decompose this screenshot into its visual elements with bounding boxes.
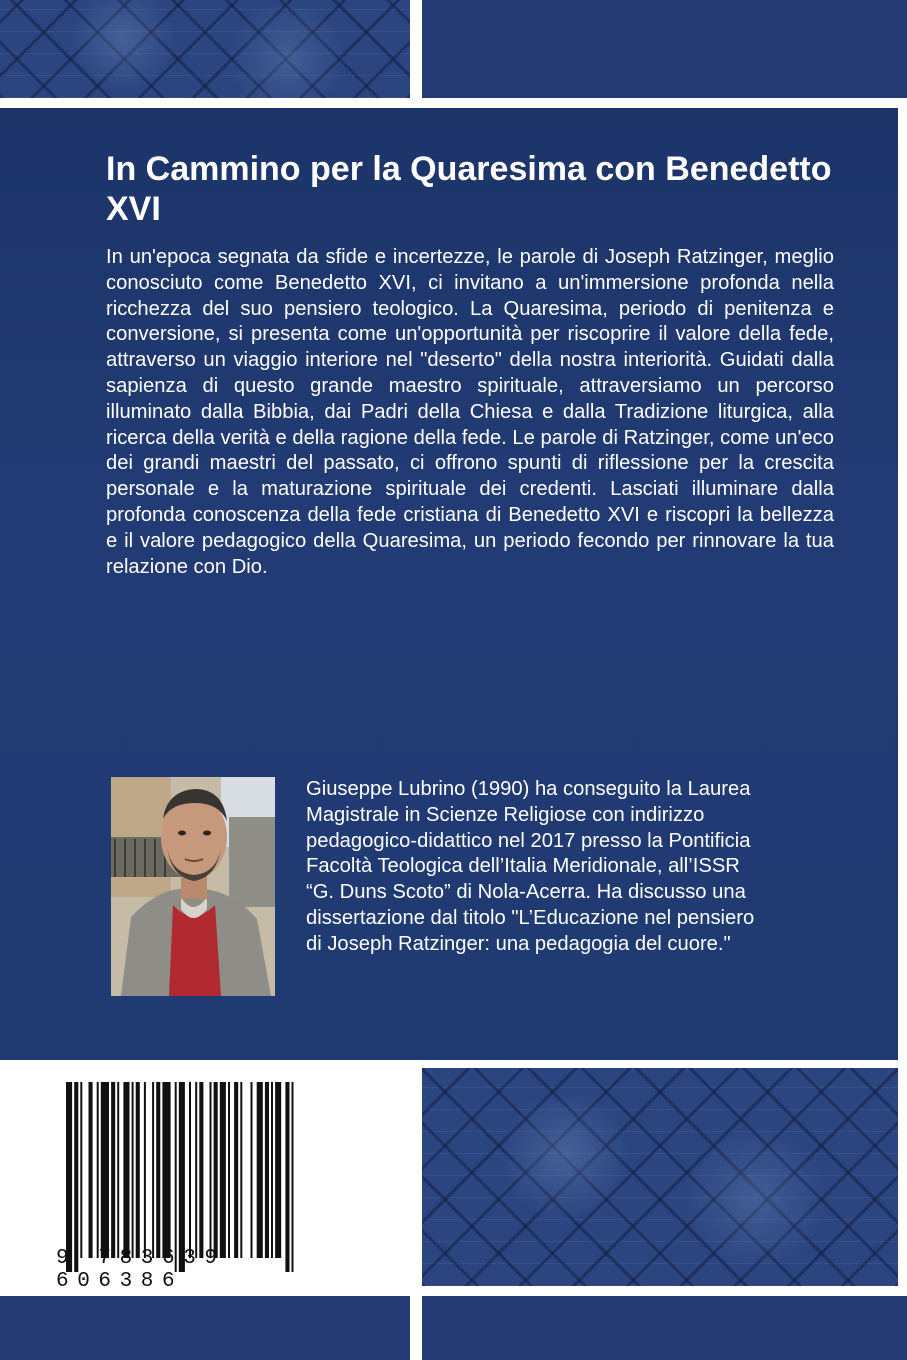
top-right-band: [422, 0, 907, 98]
barcode-bar: [251, 1082, 253, 1258]
barcode-bar: [66, 1082, 72, 1272]
author-bio-line: di Joseph Ratzinger: una pedagogia del cuore.": [306, 932, 731, 955]
barcode-bar: [292, 1082, 294, 1272]
barcode-bar: [111, 1082, 115, 1258]
barcode-bar: [136, 1082, 140, 1258]
barcode-bar: [101, 1082, 109, 1258]
barcode-bar: [144, 1082, 146, 1258]
barcode-bar: [257, 1082, 263, 1258]
barcode-bar: [97, 1082, 99, 1258]
author-bio-line: Magistrale in Scienze Religiose con indirizzo: [306, 803, 705, 826]
barcode-bar: [285, 1082, 289, 1272]
author-bio-line: dissertazione dal titolo "L’Educazione nel pensiero: [306, 906, 755, 929]
barcode-bar: [195, 1082, 197, 1258]
barcode-bar: [220, 1082, 226, 1258]
author-bio: [306, 777, 836, 958]
barcode-bar: [275, 1082, 281, 1258]
barcode-bar: [117, 1082, 119, 1258]
barcode-bar: [89, 1082, 93, 1258]
barcode-bar: [228, 1082, 230, 1258]
barcode-bar: [132, 1082, 134, 1258]
isbn-digits: 9 783639 606386: [56, 1247, 226, 1293]
barcode-bar: [210, 1082, 212, 1258]
bottom-left-band: [0, 1296, 410, 1360]
barcode-bar: [74, 1082, 78, 1272]
barcode-bar: [214, 1082, 218, 1258]
author-bio-line: Giuseppe Lubrino (1990) ha conseguito la Laurea: [306, 778, 751, 800]
author-bio-line: “G. Duns Scoto” di Nola-Acerra. Ha discusso una: [306, 881, 746, 904]
barcode-bar: [189, 1082, 191, 1258]
barcode-bar: [80, 1082, 82, 1258]
barcode-bar: [179, 1082, 185, 1272]
bottom-right-pattern: [422, 1068, 898, 1286]
book-title: In Cammino per la Quaresima con Benedetto XVI: [106, 150, 832, 228]
barcode-bar: [123, 1082, 129, 1258]
bottom-right-band: [422, 1296, 907, 1360]
barcode-bar: [234, 1082, 238, 1258]
barcode-bar: [199, 1082, 203, 1258]
barcode-bar: [156, 1082, 160, 1258]
barcode-bar: [162, 1082, 170, 1258]
top-left-pattern: [0, 0, 410, 98]
barcode-bar: [265, 1082, 269, 1258]
barcode-bar: [152, 1082, 154, 1258]
barcode-bar: [271, 1082, 273, 1258]
author-photo: [111, 777, 275, 996]
barcode-bar: [240, 1082, 242, 1258]
barcode-bar: [175, 1082, 177, 1272]
book-description: In un'epoca segnata da sfide e incertezze, le parole di Joseph Ratzinger, meglio conosciuto come Benedetto XVI, ci invitano a un'immersione profonda nella ricchezza del suo pensiero teologico. La Quaresima, periodo di penitenza e conversione, si presenta come un'opportunità per riscoprire il valore della fede, attraverso un viaggio interiore nel "deserto" della nostra interiorità. Guidati dalla sapienza di questo grande maestro spirituale, attraversiamo un percorso illuminato dalla Bibbia, dai Padri della Chiesa e dalla Tradizione liturgica, alla ricerca della verità e della ragione della fede. Le parole di Ratzinger, come un'eco dei grandi maestri del passato, ci offrono spunti di riflessione per la crescita personale e la maturazione spirituale dei credenti. Lasciati illuminare dalla profonda conoscenza della fede cristiana di Benedetto XVI e riscopri la bellezza e il valore pedagogico della Quaresima, un periodo fecondo per rinnovare la tua relazione con Dio.: [106, 246, 834, 578]
author-bio-line: Facoltà Teologica dell’Italia Meridionale, all’ISSR: [306, 855, 740, 878]
author-bio-line: pedagogico-didattico nel 2017 presso la Pontificia: [306, 829, 751, 852]
